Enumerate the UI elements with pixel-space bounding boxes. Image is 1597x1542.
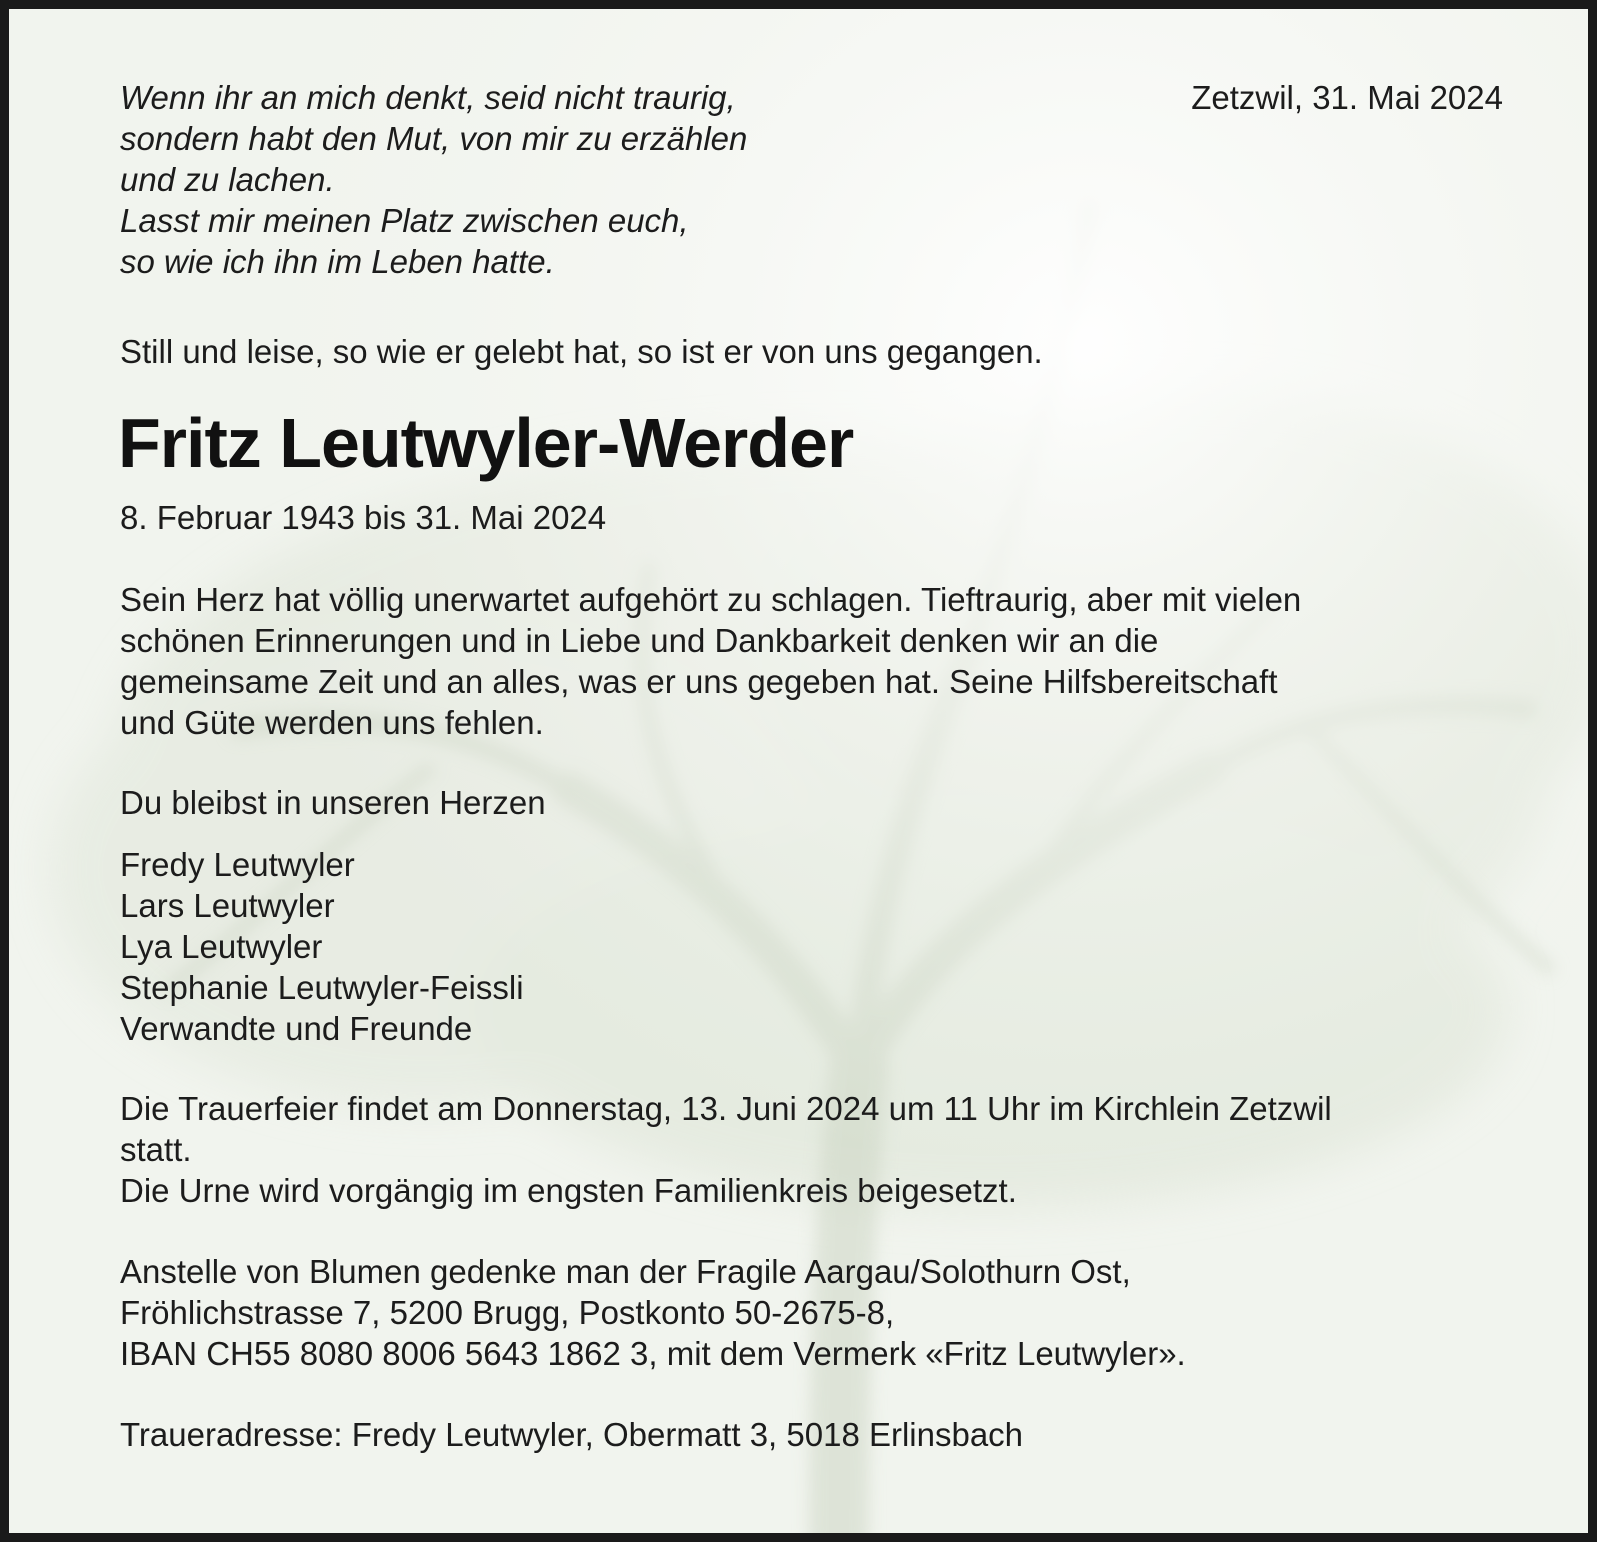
message-line: und Güte werden uns fehlen. <box>120 704 544 741</box>
mourner-name: Stephanie Leutwyler-Feissli <box>120 969 524 1006</box>
mourning-address: Traueradresse: Fredy Leutwyler, Obermatt 3, 5018 Erlinsbach <box>120 1416 1024 1453</box>
poem-line: so wie ich ihn im Leben hatte. <box>120 243 555 280</box>
mourners-list <box>120 844 524 1049</box>
farewell-line: Du bleibst in unseren Herzen <box>120 784 546 821</box>
donation-info <box>120 1251 1186 1374</box>
poem-line: sondern habt den Mut, von mir zu erzählen <box>120 120 748 157</box>
mourner-name: Lars Leutwyler <box>120 887 335 924</box>
place-date: Zetzwil, 31. Mai 2024 <box>1191 79 1503 116</box>
poem <box>120 77 747 282</box>
ceremony-line: Die Trauerfeier findet am Donnerstag, 13. Juni 2024 um 11 Uhr im Kirchlein Zetzwil <box>120 1090 1332 1127</box>
ceremony-info <box>120 1088 1332 1211</box>
deceased-name: Fritz Leutwyler-Werder <box>118 404 854 482</box>
ceremony-line: Die Urne wird vorgängig im engsten Familienkreis beigesetzt. <box>120 1172 1017 1209</box>
poem-line: Wenn ihr an mich denkt, seid nicht traurig, <box>120 79 736 116</box>
donation-line: IBAN CH55 8080 8006 5643 1862 3, mit dem Vermerk «Fritz Leutwyler». <box>120 1335 1186 1372</box>
message-line: schönen Erinnerungen und in Liebe und Dankbarkeit denken wir an die <box>120 622 1159 659</box>
mourner-name: Lya Leutwyler <box>120 928 323 965</box>
message-paragraph <box>120 579 1301 743</box>
message-line: Sein Herz hat völlig unerwartet aufgehört zu schlagen. Tieftraurig, aber mit vielen <box>120 581 1302 618</box>
donation-line: Anstelle von Blumen gedenke man der Fragile Aargau/Solothurn Ost, <box>120 1253 1131 1290</box>
poem-line: und zu lachen. <box>120 161 335 198</box>
intro-sentence: Still und leise, so wie er gelebt hat, so ist er von uns gegangen. <box>120 333 1043 370</box>
ceremony-line: statt. <box>120 1131 192 1168</box>
message-line: gemeinsame Zeit und an alles, was er uns gegeben hat. Seine Hilfsbereitschaft <box>120 663 1278 700</box>
poem-line: Lasst mir meinen Platz zwischen euch, <box>120 202 689 239</box>
donation-line: Fröhlichstrasse 7, 5200 Brugg, Postkonto 50-2675-8, <box>120 1294 895 1331</box>
mourner-name: Verwandte und Freunde <box>120 1010 473 1047</box>
mourner-name: Fredy Leutwyler <box>120 846 355 883</box>
life-dates: 8. Februar 1943 bis 31. Mai 2024 <box>120 499 607 536</box>
